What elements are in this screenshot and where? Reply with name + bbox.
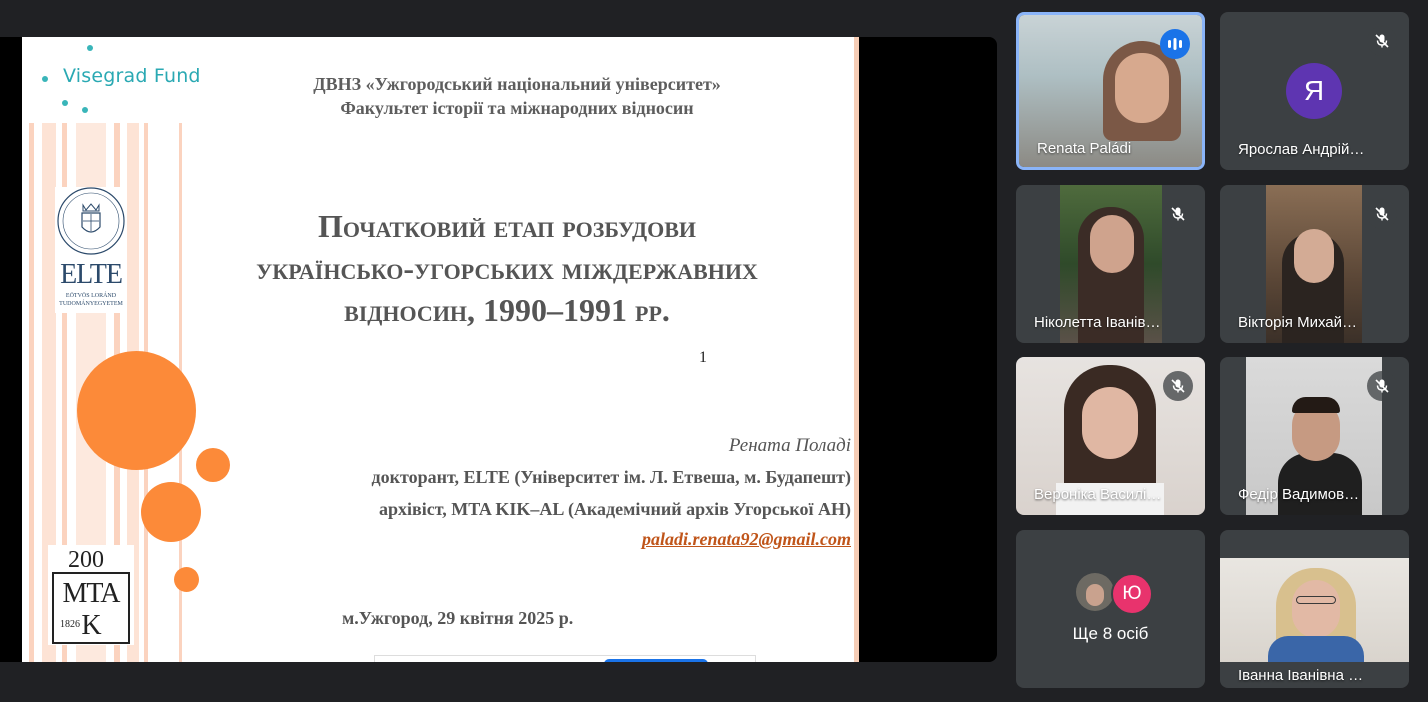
author-name: Рената Поладі — [728, 435, 851, 456]
more-participants-label: Ще 8 осіб — [1072, 624, 1149, 643]
decor-stripe — [29, 123, 34, 662]
institution-line-1: ДВНЗ «Ужгородський національний університет» — [313, 74, 721, 94]
elte-subtitle-2: TUDOMÁNYEGYETEM — [59, 301, 123, 307]
decor-circle — [141, 482, 201, 542]
participant-face — [1115, 53, 1169, 123]
place-date: м.Ужгород, 29 квітня 2025 р. — [342, 608, 574, 628]
mta-frame — [52, 572, 130, 644]
mic-status — [1163, 199, 1193, 229]
footnote-marker: 1 — [699, 349, 707, 366]
participant-face — [1082, 387, 1138, 459]
visegrad-dot — [87, 45, 93, 51]
participant-tile-ivanna[interactable] — [1220, 530, 1409, 688]
author-affiliation-1: докторант, ELTE (Університет ім. Л. Етвеша, м. Будапешт) — [371, 467, 851, 487]
participant-tile-veronika[interactable] — [1016, 357, 1205, 515]
slide-title-line-3: відносин, 1990–1991 рр. — [344, 292, 670, 328]
decor-circle — [77, 351, 196, 470]
visegrad-fund-logo: Visegrad Fund — [63, 65, 201, 87]
mic-status — [1163, 371, 1193, 401]
more-participants-letter-avatar: Ю — [1111, 573, 1153, 615]
participant-tile-nikoletta[interactable] — [1016, 185, 1205, 343]
slide-title-line-1: Початковий етап розбудови — [317, 208, 697, 244]
participant-face — [1294, 229, 1334, 283]
mic-status — [1367, 199, 1397, 229]
mic-status — [1367, 371, 1397, 401]
mic-status — [1367, 26, 1397, 56]
participant-face — [1090, 215, 1134, 273]
presentation-slide — [22, 37, 859, 662]
mic-off-icon — [1170, 378, 1186, 394]
decor-circle — [174, 567, 199, 592]
participant-name: Ніколетта Іванів… — [1034, 314, 1161, 331]
participant-name: Іванна Іванівна … — [1238, 667, 1364, 684]
participant-hair — [1292, 397, 1340, 413]
participant-face — [1292, 580, 1340, 638]
slide-title — [162, 205, 852, 331]
elte-logo — [55, 187, 127, 313]
mta-year: 1826 — [60, 619, 80, 630]
participant-name: Ярослав Андрій… — [1238, 141, 1365, 158]
decor-circle — [196, 448, 230, 482]
avatar-face — [1086, 584, 1104, 606]
participant-name: Renata Paládi — [1037, 140, 1132, 157]
audio-level-icon — [1167, 37, 1183, 51]
mta-letters: MTA K — [62, 578, 120, 641]
participant-name: Федір Вадимов… — [1238, 486, 1360, 503]
slide-edge — [854, 37, 859, 662]
author-affiliation-2: архівіст, MTA KIK–AL (Академічний архів Угорської АН) — [379, 499, 851, 519]
visegrad-dot — [62, 100, 68, 106]
elte-wordmark: ELTE — [60, 259, 122, 290]
visegrad-dot — [82, 107, 88, 113]
participant-figure — [1278, 453, 1362, 515]
participant-avatar: Я — [1286, 63, 1342, 119]
speaking-indicator — [1160, 29, 1190, 59]
participant-tile-yaroslav[interactable] — [1220, 12, 1409, 170]
participant-tile-fedir[interactable] — [1220, 357, 1409, 515]
mic-off-icon — [1374, 206, 1390, 222]
participant-shirt — [1268, 636, 1364, 662]
more-participants-photo-avatar — [1076, 573, 1114, 611]
mta-200-label: 200 — [68, 547, 104, 573]
mta-logo — [48, 545, 134, 645]
mic-off-icon — [1374, 378, 1390, 394]
participant-tile-renata[interactable] — [1016, 12, 1205, 170]
participant-tile-viktoriia[interactable] — [1220, 185, 1409, 343]
participant-name: Вікторія Михай… — [1238, 314, 1358, 331]
participant-name: Вероніка Василі… — [1034, 486, 1162, 503]
mic-off-icon — [1170, 206, 1186, 222]
presentation-stage — [0, 37, 997, 662]
slide-title-line-2: українсько-угорських міждержавних — [256, 250, 758, 286]
elte-crest-icon — [55, 187, 127, 257]
glasses-icon — [1296, 596, 1336, 604]
institution-line-2: Факультет історії та міжнародних відносин — [340, 98, 694, 118]
more-participants-tile[interactable] — [1016, 530, 1205, 688]
mic-off-icon — [1374, 33, 1390, 49]
elte-subtitle-1: EÖTVÖS LORÁND — [65, 293, 117, 299]
author-email-link: paladi.renata92@gmail.com — [642, 529, 851, 549]
slide-bottom-bar — [604, 659, 708, 662]
visegrad-dot — [42, 76, 48, 82]
